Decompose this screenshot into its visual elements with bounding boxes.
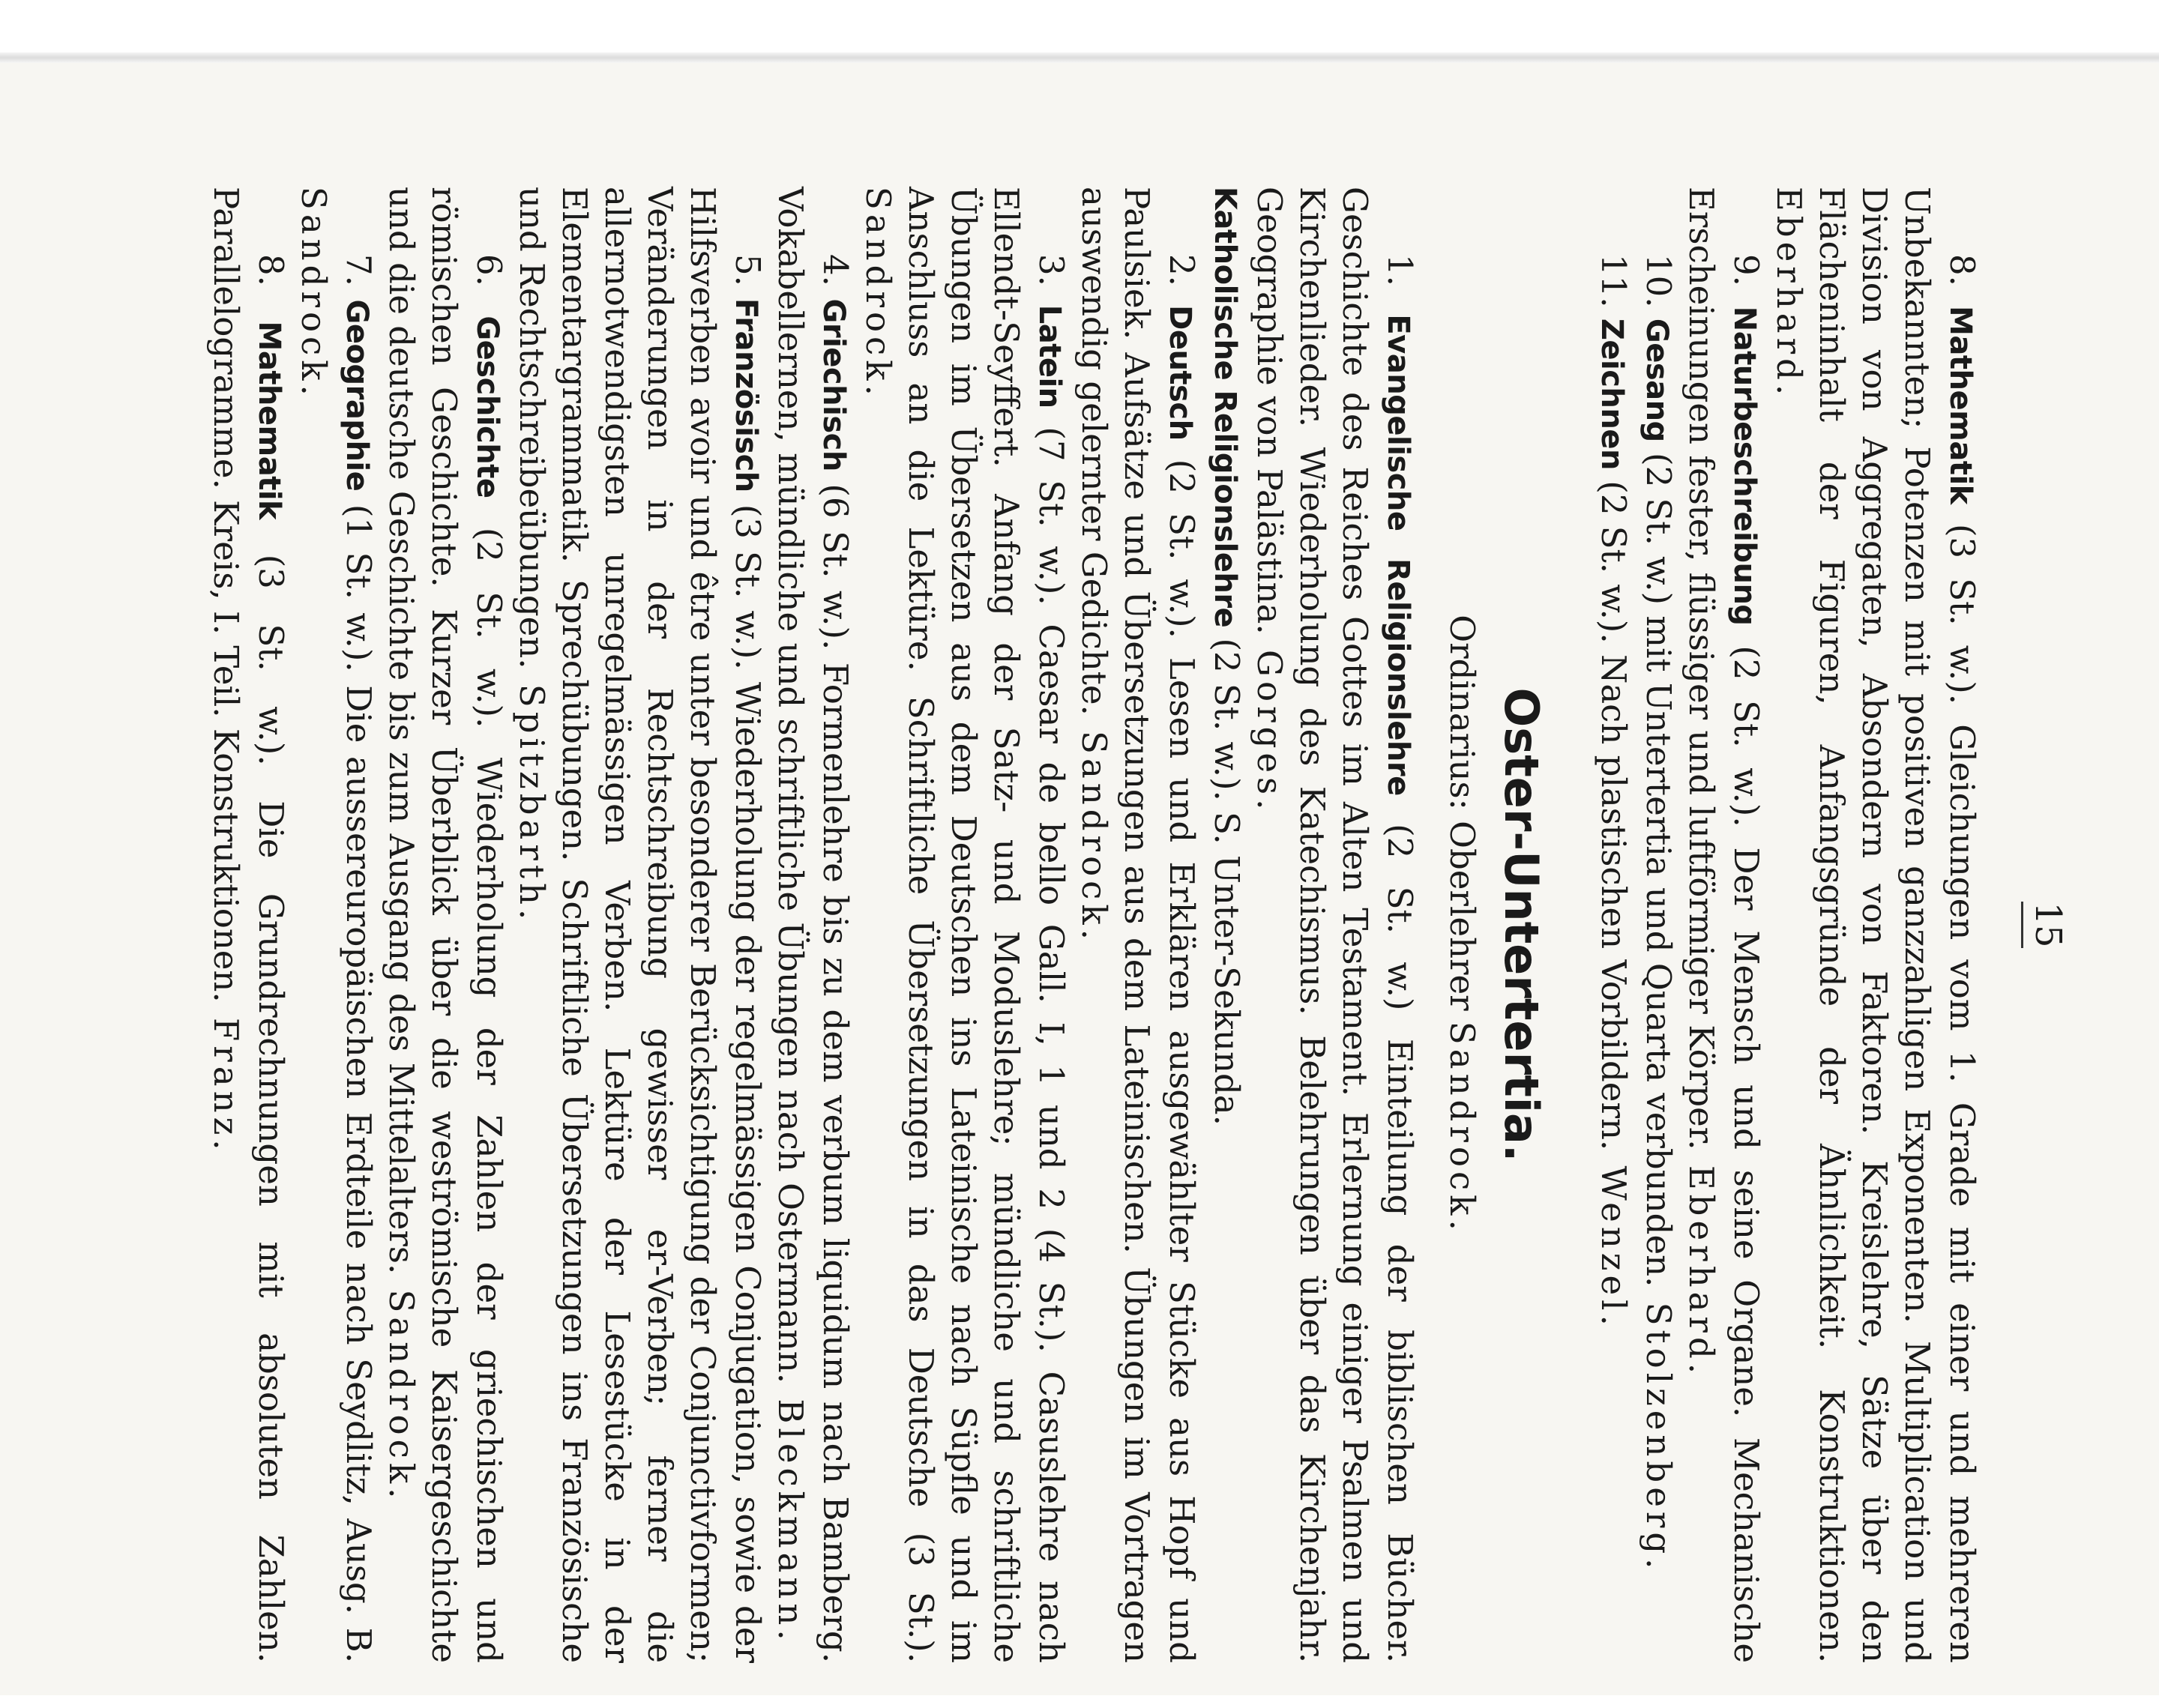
entry-number: 4.	[816, 254, 855, 299]
entry-text: (2 St. w.). Wiederholung der Zahlen der griechischen und römischen Geschichte. Kurzer Überblick über die weströmische Kaisergeschichte und die deutsche Geschichte bis zum Ausgang des Mittelalters.	[382, 187, 509, 1663]
entry-subject: Griechisch	[816, 298, 851, 471]
entry-text: (2 St. w.). S. Unter-Sekunda.	[1207, 627, 1247, 1126]
curriculum-entry	[205, 187, 292, 1663]
entry-text: (3 St. w.). Wiederholung der regelmässigen Conjugation, sowie der Hilfsverben avoir und être unter besonderer Berücksichtigung der Conjunctivformen; Veränderungen in der Rechtschreibung gewisser er-Verben; ferner die allernotwendigsten unregelmässigen Verben. Lektüre der Lesestücke in der Elementargrammatik. Sprechübungen. Schriftliche Übersetzungen ins Französische und Rechtschreibeübungen.	[512, 187, 768, 1663]
entry-number: 2.	[1162, 254, 1202, 306]
entry-teacher: Eberhard.	[1769, 187, 1809, 400]
entry-subject: Geschichte	[470, 316, 505, 498]
curriculum-entry	[511, 187, 769, 1663]
entry-number: 3.	[1032, 254, 1071, 305]
entry-teacher: Franz.	[206, 1002, 246, 1155]
entry-text: (7 St. w.). Caesar de bello Gall. I, 1 und 2 (4 St.). Casuslehre nach Ellendt-Seyffert. Anfang der Satz- und Moduslehre; mündliche und schriftliche Übungen im Übersetzen aus dem Deutschen ins Lateinische nach Süpfle und im Anschluss an die Lektüre. Schriftliche Übersetzungen in das Deutsche (3 St.).	[901, 187, 1071, 1663]
ordinarius-name: Sandrock.	[1442, 1021, 1482, 1235]
entry-teacher: Gorges.	[1250, 634, 1289, 815]
entry-subject: Evangelische Religionslehre	[1381, 314, 1415, 796]
entry-teacher: Eberhard.	[1681, 1150, 1721, 1379]
top-entries	[1590, 187, 1984, 1663]
entry-text: (3 St. w.). Gleichungen vom 1. Grade mit einer und mehreren Unbekannten; Potenzen mit positiven ganzzahligen Exponenten. Multiplication und Division von Aggregaten, Absondern von Faktoren. Kreislehre, Sätze über den Flächeninhalt der Figuren, Anfangsgründe der Ähnlichkeit. Konstruktionen.	[1812, 187, 1982, 1663]
curriculum-entry	[769, 187, 857, 1663]
entry-subject: Zeichnen	[1595, 318, 1629, 470]
section-title: Oster-Untertertia.	[1494, 687, 1549, 1162]
curriculum-entry	[1768, 187, 1984, 1663]
page-number: 15	[2021, 902, 2069, 947]
entry-subject: Katholische Religionslehre	[1208, 187, 1242, 628]
curriculum-entry	[1203, 187, 1248, 1663]
entry-text: (2 St. w.) Einteilung der biblischen Bücher. Geschichte des Reiches Gottes im Alten Testament. Erlernung einiger Psalmen und Kirchenlieder. Wiederholung des Katechismus. Belehrungen über das Kirchenjahr. Geographie von Palästina.	[1250, 187, 1420, 1663]
entry-text: (2 St. w.). Der Mensch und seine Organe. Mechanische Erscheinungen fester, flüssiger und luftförmiger Körper.	[1681, 187, 1766, 1663]
entry-teacher: Sandrock.	[382, 1274, 421, 1503]
curriculum-entry	[1590, 187, 1635, 1663]
entry-number: 6.	[469, 254, 509, 316]
entry-number: 10.	[1639, 254, 1678, 319]
curriculum-entry	[1248, 187, 1421, 1663]
entry-number: 1.	[1380, 254, 1420, 315]
entry-subject: Französisch	[729, 298, 763, 492]
rotated-page	[135, 134, 2084, 1708]
entry-teacher: Bleckmann.	[771, 1383, 810, 1645]
entry-number: 5.	[728, 254, 768, 299]
entry-teacher: Sandrock.	[294, 187, 334, 400]
entry-teacher: Wenzel.	[1594, 1150, 1633, 1330]
page-number-block	[2021, 187, 2069, 1663]
entry-subject: Naturbeschreibung	[1727, 306, 1762, 626]
entry-teacher: Sandrock.	[858, 187, 898, 400]
section-entries	[205, 187, 1421, 1663]
entry-number: 8.	[251, 254, 291, 322]
ordinarius-label: Ordinarius: Oberlehrer	[1442, 615, 1482, 1022]
ordinarius-line	[1441, 187, 1484, 1663]
entry-text: (3 St. w.). Die Grundrechnungen mit absoluten Zahlen. Parallelogramme. Kreis, I. Teil. Konstruktionen.	[206, 187, 291, 1663]
entry-subject: Geographie	[340, 299, 374, 492]
curriculum-entry	[1680, 187, 1768, 1663]
entry-subject: Latein	[1032, 304, 1067, 408]
entry-teacher: Sandrock.	[1074, 715, 1114, 944]
entry-teacher: Stolzenberg.	[1639, 1287, 1678, 1574]
entry-subject: Deutsch	[1163, 305, 1197, 441]
entry-number: 9.	[1726, 254, 1766, 307]
entry-text: (2 St. w.) mit Untertertia und Quarta verbunden.	[1639, 441, 1678, 1288]
curriculum-entry	[857, 187, 1073, 1663]
entry-text: (2 St. w.). Lesen und Erklären ausgewählter Stücke aus Hopf und Paulsiek. Aufsätze und Übersetzungen aus dem Lateinischen. Übungen im Vortragen auswendig gelernter Gedichte.	[1074, 187, 1202, 1663]
entry-text: (6 St. w.). Formenlehre bis zu dem verbum liquidum nach Bamberg. Vokabellernen, mündliche und schriftliche Übungen nach Ostermann.	[771, 187, 855, 1663]
entry-subject: Mathematik	[1943, 306, 1978, 504]
curriculum-entry	[380, 187, 511, 1663]
entry-number: 11.	[1594, 254, 1633, 319]
scan-edge-line	[0, 52, 2159, 63]
entry-text: (1 St. w.). Die aussereuropäischen Erdteile nach Seydlitz, Ausg. B.	[339, 491, 379, 1663]
entry-teacher: Spitzbarth.	[512, 669, 552, 925]
scanned-sheet	[0, 63, 2159, 1695]
entry-subject: Gesang	[1639, 318, 1674, 442]
entry-subject: Mathematik	[252, 321, 286, 520]
entry-number: 7.	[339, 254, 379, 300]
entry-text: (2 St. w.). Nach plastischen Vorbildern.	[1594, 470, 1633, 1151]
entry-number: 8.	[1942, 254, 1982, 307]
curriculum-entry	[1073, 187, 1203, 1663]
curriculum-entry	[1635, 187, 1680, 1663]
curriculum-entry	[292, 187, 380, 1663]
